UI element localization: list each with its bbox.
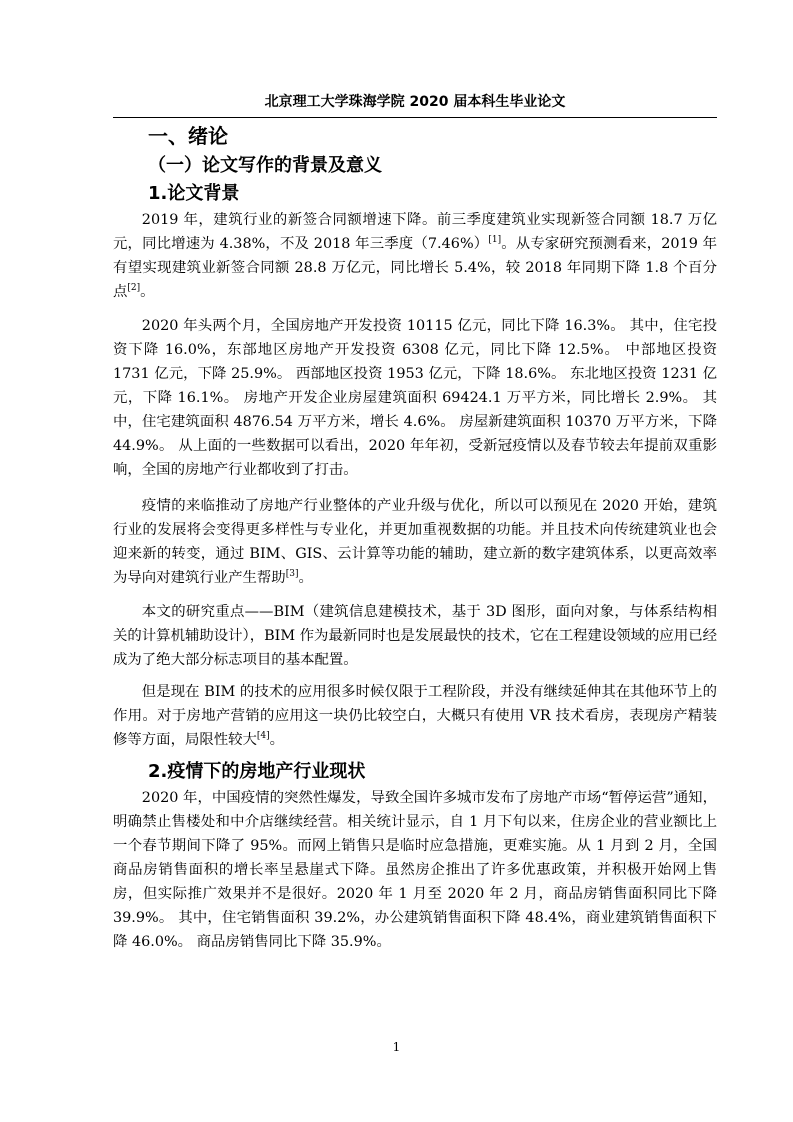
page-number: 1 bbox=[392, 1040, 401, 1054]
paragraph-text: 。 bbox=[140, 284, 155, 300]
citation-ref: [4] bbox=[256, 731, 270, 742]
paragraph-investment-data: 2020 年头两个月，全国房地产开发投资 10115 亿元，同比下降 16.3%。 其中，住宅投资下降 16.0%，东部地区房地产开发投资 6308 亿元，同比下降 12.5%。 中部地区投资 1731 亿元，下降 25.9%。 西部地区投资 1953 亿元，下降 18.6%。 东北地区投资 1231 亿元，下降 16.1%。 房地产开发企业房屋建筑面积 69424.1 万平方米，同比增长 2.9%。 其中，住宅建筑面积 4876.54 万平方米，增长 4.6%。 房屋新建筑面积 10370 万平方米，下降 44.9%。 从上面的一些数据可以看出，2020 年年初，受新冠疫情以及春节较去年提前双重影响，全国的房地产行业都收到了打击。 bbox=[113, 318, 717, 478]
citation-ref: [1] bbox=[488, 235, 502, 246]
subsection-heading-background: 1.论文背景 bbox=[148, 183, 240, 204]
subsection-heading-epidemic: 2.疫情下的房地产行业现状 bbox=[148, 761, 366, 782]
paragraph-epidemic-impact: 2020 年，中国疫情的突然性爆发，导致全国许多城市发布了房地产市场“暂停运营”通知，明确禁止售楼处和中介店继续经营。相关统计显示，自 1 月下旬以来，住房企业的营业额比上一个春节期间下降了 95%。而网上销售只是临时应急措施，更难实施。从 1 月到 2 月，全国商品房销售面积的增长率呈悬崖式下降。虽然房企推出了许多优惠政策，并积极开始网上售房，但实际推广效果并不是很好。2020 年 1 月至 2020 年 2 月，商品房销售面积同比下降 39.9%。 其中，住宅销售面积 39.2%，办公建筑销售面积下降 48.4%，商业建筑销售面积下降 46.0%。 商品房销售同比下降 35.9%。 bbox=[113, 790, 717, 950]
chapter-heading: 一、绪论 bbox=[148, 124, 228, 148]
paragraph-text: 。 bbox=[269, 732, 285, 748]
citation-ref: [2] bbox=[127, 283, 141, 294]
paragraph-text: 但是现在 BIM 的技术的应用很多时候仅限于工程阶段，并没有继续延伸其在其他环节上的作用。对于房地产营销的应用这一块仍比较空白，大概只有使用 VR 技术看房，表现房产精装修等方面，局限性较大 bbox=[113, 684, 717, 748]
section-heading: （一）论文写作的背景及意义 bbox=[148, 155, 382, 176]
paragraph-text: 2019 年，建筑行业的新签合同额增速下降。前三季度建筑业实现新签合同额 18.7 万亿元，同比增速为 4.38%，不及 2018 年三季度（7.46%） bbox=[113, 212, 717, 252]
paragraph-bim-focus: 本文的研究重点——BIM（建筑信息建模技术，基于 3D 图形，面向对象，与体系结构相关的计算机辅助设计），BIM 作为最新同时也是发展最快的技术，它在工程建设领域的应用已经成为了绝大部分标志项目的基本配置。 bbox=[113, 604, 717, 668]
header-rule bbox=[113, 117, 717, 118]
paragraph-text: 。从专家研究预测看来，2019 年有望实现建筑业新签合同额 28.8 万亿元，同比增长 5.4%，较 2018 年同期下降 1.8 个百分点 bbox=[113, 236, 718, 300]
citation-ref: [3] bbox=[285, 569, 299, 580]
paragraph-background-1 bbox=[113, 208, 717, 304]
paragraph-text: 。 bbox=[298, 570, 313, 586]
paragraph-text: 疫情的来临推动了房地产行业整体的产业升级与优化，所以可以预见在 2020 开始，建筑行业的发展将会变得更多样性与专业化，并更加重视数据的功能。并且技术向传统建筑业也会迎来新的转变，通过 BIM、GIS、云计算等功能的辅助，建立新的数字建筑体系，以更高效率为导向对建筑行业产生帮助 bbox=[113, 498, 717, 586]
page-header: 北京理工大学珠海学院 2020 届本科生毕业论文 bbox=[264, 94, 566, 110]
paragraph-bim-limitations bbox=[113, 680, 717, 752]
paragraph-industry-upgrade bbox=[113, 494, 717, 590]
